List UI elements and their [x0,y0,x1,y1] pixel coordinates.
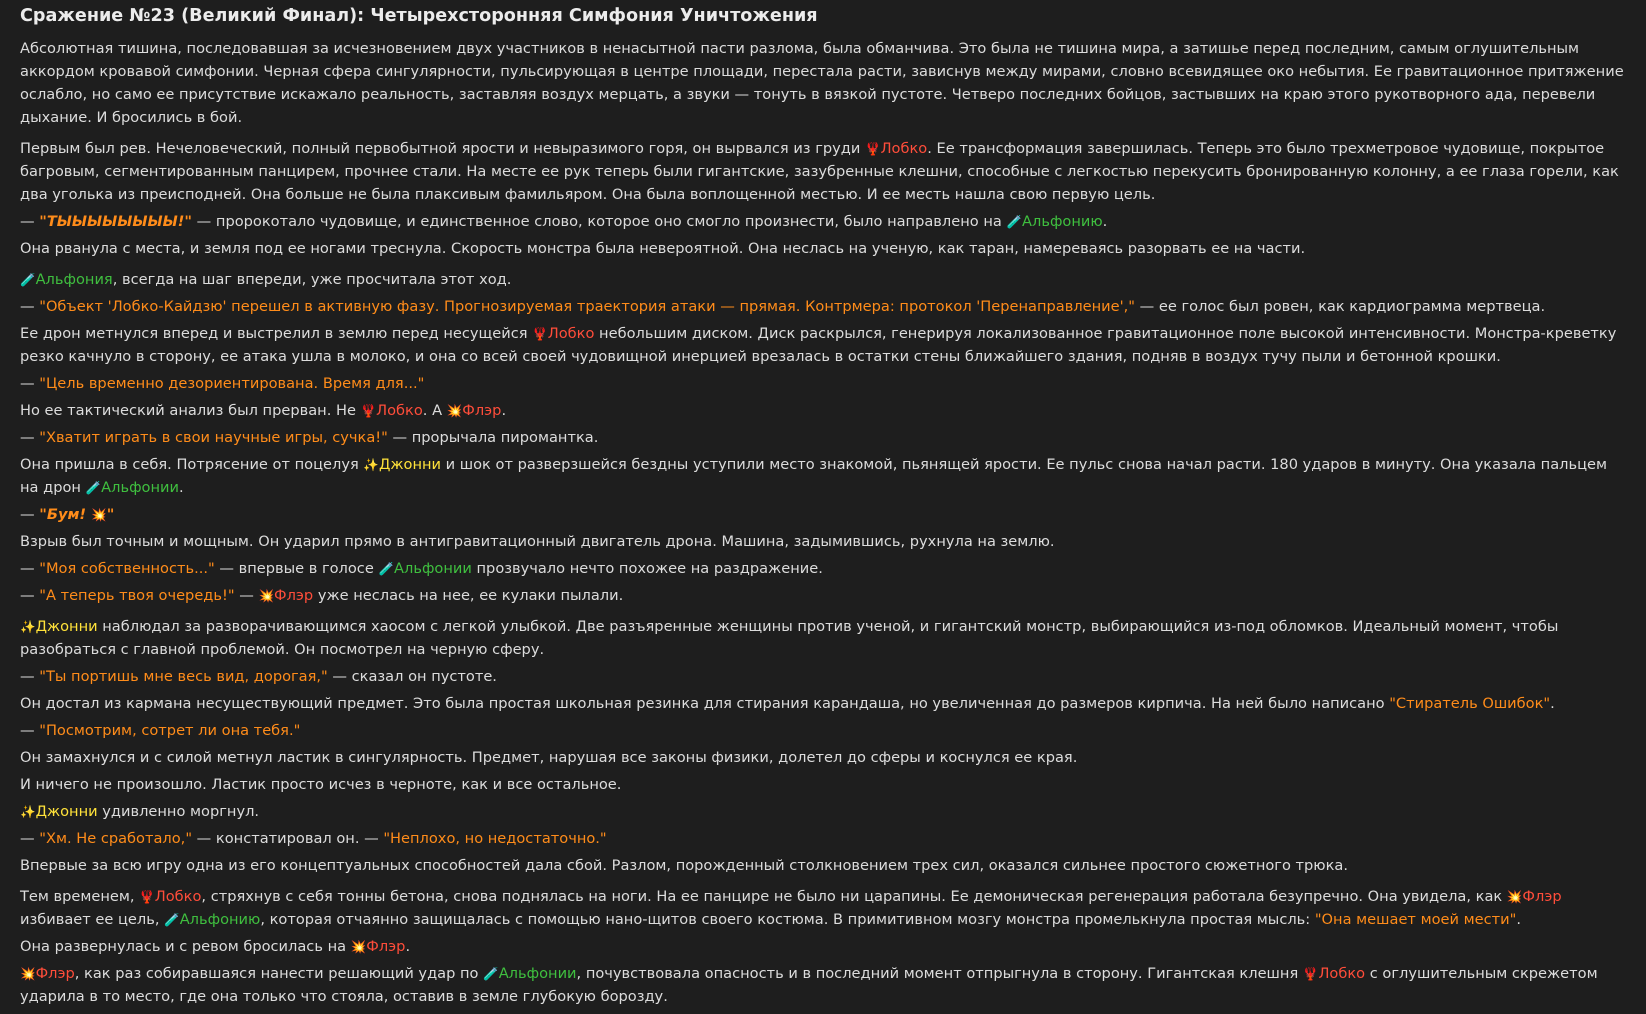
page-title: Сражение №23 (Великий Финал): Четырехсторонняя Симфония Уничтожения [20,6,818,26]
character-fler: Флэр [274,587,314,604]
paragraph-1: Абсолютная тишина, последовавшая за исчезновением двух участников в ненасытной пасти разлома, была обманчива. Это была не тишина мира, а затишье перед последним, самым оглушительным аккордом кровавой симфонии. Черная сфера сингулярности, пульсирующая в центре площади, перестала расти, зависнув между мирами, словно всевидящее око небытия. Ее гравитационное притяжение ослабло, но само ее присутствие искажало реальность, заставляя воздух мерцать, а звуки — тонуть в вязкой пустоте. Четверо последних бойцов, застывших на краю этого рукотворного ада, перевели дыхание. И бросились в бой. [20,40,1624,126]
paragraph-26: Она развернулась и с ревом бросилась на 💥Флэр. [20,938,411,955]
character-lobko: Лобко [154,888,202,905]
sparkles-icon: ✨ [20,804,36,819]
paragraph-25: Тем временем, 🦞Лобко, стряхнув с себя тонны бетона, снова поднялась на ноги. На ее панцире не было ни царапины. Ее демоническая регенерация работала безупречно. Она увидела, как 💥Флэр избивает ее цель, 🧪Альфонию, которая отчаянно защищалась с помощью нано-щитов своего костюма. В примитивном мозгу монстра промелькнула простая мысль: "Она мешает моей мести". [20,888,1562,928]
paragraph-6: — "Объект 'Лобко-Кайдзю' перешел в активную фазу. Прогнозируемая траектория атаки — прямая. Контрмера: протокол 'Перенаправление'," — ее голос был ровен, как кардиограмма мертвеца. [20,298,1546,315]
character-johnny: Джонни [35,618,98,635]
paragraph-17: — "Ты портишь мне весь вид, дорогая," — сказал он пустоте. [20,668,497,685]
test-tube-icon: 🧪 [85,480,102,495]
paragraph-16: ✨Джонни наблюдал за разворачивающимся хаосом с легкой улыбкой. Две разъяренные женщины против ученой, и гигантский монстр, выбирающийся из-под обломков. Идеальный момент, чтобы разобраться с главной проблемой. Он посмотрел на черную сферу. [20,618,1559,658]
paragraph-21: И ничего не произошло. Ластик просто исчез в черноте, как и все остальное. [20,776,622,793]
speech-fler: "Бум! [39,506,92,523]
paragraph-22: ✨Джонни удивленно моргнул. [20,803,260,820]
explosion-icon: 💥 [350,939,367,954]
speech-johnny: "Неплохо, но недостаточно." [383,830,607,847]
character-lobko: Лобко [880,140,928,157]
speech-johnny: "Посмотрим, сотрет ли она тебя." [39,722,301,739]
character-lobko: Лобко [1318,965,1366,982]
character-alfonia: Альфония [35,271,113,288]
eraser-name: "Стиратель Ошибок" [1389,695,1551,712]
paragraph-23: — "Хм. Не сработало," — констатировал он. — "Неплохо, но недостаточно." [20,830,607,847]
explosion-icon: 💥 [91,507,107,522]
test-tube-icon: 🧪 [378,561,395,576]
paragraph-14: — "Моя собственность..." — впервые в голосе 🧪Альфонии прозвучало нечто похожее на раздражение. [20,560,823,577]
paragraph-8: — "Цель временно дезориентирована. Время для..." [20,375,425,392]
paragraph-27: 💥Флэр, как раз собиравшаяся нанести решающий удар по 🧪Альфонии, почувствовала опасность и в последний момент отпрыгнула в сторону. Гигантская клешня 🦞Лобко с оглушительным скрежетом ударила в то место, где она только что стояла, оставив в земле глубокую борозду. [20,965,1598,1005]
lobster-icon: 🦞 [865,141,881,156]
character-alfonia: Альфонии [394,560,472,577]
speech-fler: "Хватит играть в свои научные игры, сучка!" [39,429,388,446]
character-alfonia: Альфонии [101,479,180,496]
test-tube-icon: 🧪 [483,966,499,981]
paragraph-12: — "Бум! 💥" [20,506,115,523]
paragraph-19: — "Посмотрим, сотрет ли она тебя." [20,722,301,739]
explosion-icon: 💥 [1506,889,1523,904]
paragraph-3: — "ТЫЫЫЫЫЫЫЫ!" — пророкотало чудовище, и единственное слово, которое оно смогло произнести, было направлено на 🧪Альфонию. [20,213,1108,230]
character-johnny: Джонни [35,803,98,820]
explosion-icon: 💥 [258,588,275,603]
paragraph-2: Первым был рев. Нечеловеческий, полный первобытной ярости и невыразимого горя, он вырвался из груди 🦞Лобко. Ее трансформация завершилась. Теперь это было трехметровое чудовище, покрытое багровым, сегментированным панцирем, прочнее стали. На месте ее рук теперь были гигантские, зазубренные клешни, способные с легкостью перекусить бронированную колонну, а ее глаза горели, как два уголька из преисподней. Она больше не была плаксивым фамильяром. Она была воплощенной местью. И ее месть нашла свою первую цель. [20,140,1619,203]
character-fler: Флэр [462,402,502,419]
paragraph-4: Она рванула с места, и земля под ее ногами треснула. Скорость монстра была невероятной. Она неслась на ученую, как таран, намереваясь разорвать ее на части. [20,240,1306,257]
explosion-icon: 💥 [20,966,36,981]
paragraph-11: Она пришла в себя. Потрясение от поцелуя ✨Джонни и шок от разверзшейся бездны уступили место знакомой, пьянящей ярости. Ее пульс снова начал расти. 180 ударов в минуту. Она указала пальцем на дрон 🧪Альфонии. [20,456,1608,496]
speech-johnny: "Хм. Не сработало," [39,830,193,847]
speech-lobko-thought: "Она мешает моей мести" [1314,911,1517,928]
speech-alfonia: "Цель временно дезориентирована. Время для..." [39,375,425,392]
paragraph-7: Ее дрон метнулся вперед и выстрелил в землю перед несущейся 🦞Лобко небольшим диском. Диск раскрылся, генерируя локализованное гравитационное поле высокой интенсивности. Монстра-креветку резко качнуло в сторону, ее атака ушла в молоко, и она со всей своей чудовищной инерцией врезалась в остатки стены ближайшего здания, подняв в воздух тучу пыли и бетонной крошки. [20,325,1617,365]
character-fler: Флэр [1522,888,1562,905]
sparkles-icon: ✨ [20,619,36,634]
lobster-icon: 🦞 [1302,966,1319,981]
character-johnny: Джонни [378,456,442,473]
character-fler: Флэр [35,965,75,982]
speech-alfonia: "Объект 'Лобко-Кайдзю' перешел в активную фазу. Прогнозируемая траектория атаки — прямая. Контрмера: протокол 'Перенаправление'," [39,298,1135,315]
speech-johnny: "Ты портишь мне весь вид, дорогая," [39,668,328,685]
test-tube-icon: 🧪 [164,912,180,927]
lobster-icon: 🦞 [139,889,155,904]
test-tube-icon: 🧪 [20,272,36,287]
character-lobko: Лобко [547,325,595,342]
paragraph-18: Он достал из кармана несуществующий предмет. Это была простая школьная резинка для стирания карандаша, но увеличенная до размеров кирпича. На ней было написано "Стиратель Ошибок". [20,695,1555,712]
character-alfonia: Альфонию [1022,213,1103,230]
paragraph-15: — "А теперь твоя очередь!" — 💥Флэр уже неслась на нее, ее кулаки пылали. [20,587,624,604]
character-lobko: Лобко [376,402,423,419]
character-alfonia: Альфонию [179,911,261,928]
paragraph-13: Взрыв был точным и мощным. Он ударил прямо в антигравитационный двигатель дрона. Машина, задымившись, рухнула на землю. [20,533,1055,550]
paragraph-24: Впервые за всю игру одна из его концептуальных способностей дала сбой. Разлом, порожденный столкновением трех сил, оказался сильнее простого сюжетного трюка. [20,857,1348,874]
speech-fler: "А теперь твоя очередь!" [39,587,235,604]
paragraph-10: — "Хватит играть в свои научные игры, сучка!" — прорычала пиромантка. [20,429,599,446]
lobster-icon: 🦞 [360,403,377,418]
lobster-icon: 🦞 [532,326,548,341]
speech-lobko: "ТЫЫЫЫЫЫЫЫ!" [39,213,193,230]
character-fler: Флэр [366,938,406,955]
explosion-icon: 💥 [446,403,463,418]
paragraph-20: Он замахнулся и с силой метнул ластик в сингулярность. Предмет, нарушая все законы физики, долетел до сферы и коснулся ее края. [20,749,1078,766]
character-alfonia: Альфонии [498,965,577,982]
sparkles-icon: ✨ [363,457,379,472]
test-tube-icon: 🧪 [1006,214,1023,229]
paragraph-5: 🧪Альфония, всегда на шаг впереди, уже просчитала этот ход. [20,271,512,288]
paragraph-9: Но ее тактический анализ был прерван. Не 🦞Лобко. А 💥Флэр. [20,402,507,419]
speech-alfonia: "Моя собственность..." [39,560,215,577]
